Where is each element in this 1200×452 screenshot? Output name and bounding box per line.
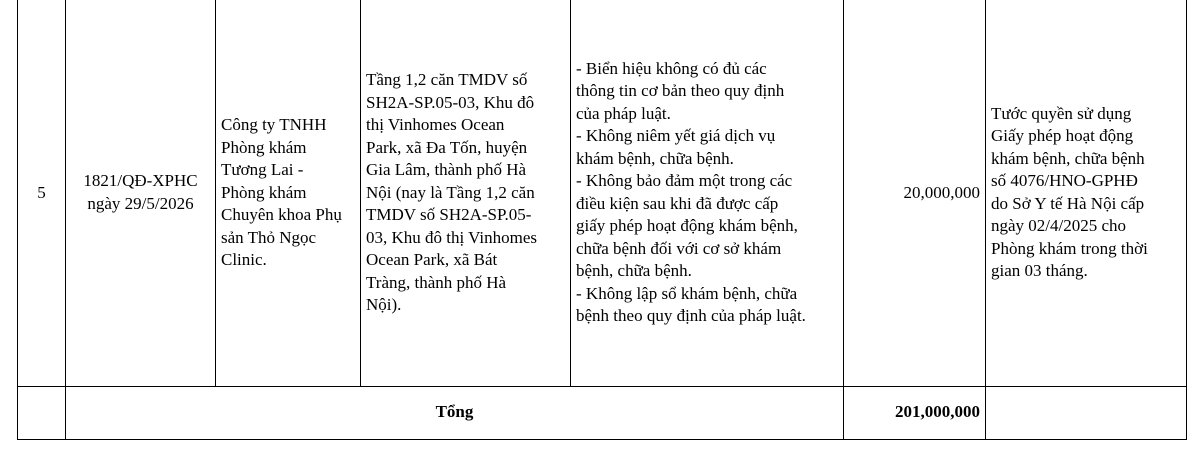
organization-cell [216,0,361,386]
penalty-line: Giấy phép hoạt động [991,126,1134,146]
address-line: SH2A-SP.05-03, Khu đô [366,92,535,112]
penalty-line: do Sở Y tế Hà Nội cấp [991,193,1145,213]
violation-line: - Biển hiệu không có đủ các [576,58,767,78]
address-line: Tràng, thành phố Hà [366,272,507,292]
violation-line: khám bệnh, chữa bệnh. [576,148,734,168]
address-line: 03, Khu đô thị Vinhomes [366,227,538,247]
address-line: Ocean Park, xã Bát [366,250,498,269]
address-line: Nội (nay là Tầng 1,2 căn [366,182,535,202]
violation-line: bệnh theo quy định của pháp luật. [576,306,806,326]
organization-line: Công ty TNHH [221,115,327,134]
organization-line: Phòng khám [221,137,307,157]
total-penalty-empty-cell [986,386,1187,439]
table-row [18,0,1187,386]
penalty-cell [986,0,1187,386]
organization-line: sản Thỏ Ngọc [221,227,317,247]
row-number-cell [18,0,66,386]
decision-cell [66,0,216,386]
fine-amount: 20,000,000 [903,182,980,202]
penalty-line: ngày 02/4/2025 cho [991,216,1127,236]
total-empty-cell [18,386,66,439]
address-line: Nội). [366,295,402,314]
violation-line: - Không niêm yết giá dịch vụ [576,126,776,146]
total-row [18,386,1187,439]
total-label: Tổng [435,402,474,422]
address-line: Gia Lâm, thành phố Hà [366,160,527,179]
violations-table [17,0,1187,440]
violation-line: của pháp luật. [576,103,671,123]
violation-line: - Không bảo đảm một trong các [576,171,793,191]
total-amount: 201,000,000 [895,402,980,422]
penalty-line: Tước quyền sử dụng [991,103,1132,123]
total-label-cell [66,386,844,439]
violation-line: giấy phép hoạt động khám bệnh, [576,216,798,236]
address-cell [361,0,571,386]
decision-date: ngày 29/5/2026 [87,193,194,213]
organization-line: Clinic. [221,250,267,269]
violation-line: bệnh, chữa bệnh. [576,261,692,281]
violation-cell [571,0,844,386]
violation-line: thông tin cơ bản theo quy định [576,81,785,101]
violation-line: điều kiện sau khi đã được cấp [576,193,779,213]
organization-line: Phòng khám [221,182,307,202]
violation-line: - Không lập sổ khám bệnh, chữa [576,283,798,303]
penalty-line: Phòng khám trong thời [991,238,1148,258]
row-number: 5 [37,182,46,202]
penalty-line: khám bệnh, chữa bệnh [991,148,1145,168]
organization-line: Chuyên khoa Phụ [221,205,342,224]
fine-amount-cell [844,0,986,386]
address-line: Park, xã Đa Tốn, huyện [366,137,528,157]
total-amount-cell [844,386,986,439]
organization-line: Tương Lai - [221,160,304,179]
address-line: Tầng 1,2 căn TMDV số [366,70,528,89]
address-line: TMDV số SH2A-SP.05- [366,205,532,224]
penalty-line: gian 03 tháng. [991,261,1088,281]
violation-line: chữa bệnh đối với cơ sở khám [576,238,782,258]
address-line: thị Vinhomes Ocean [366,115,505,134]
penalty-line: số 4076/HNO-GPHĐ [991,171,1138,191]
decision-number: 1821/QĐ-XPHC [83,171,198,191]
